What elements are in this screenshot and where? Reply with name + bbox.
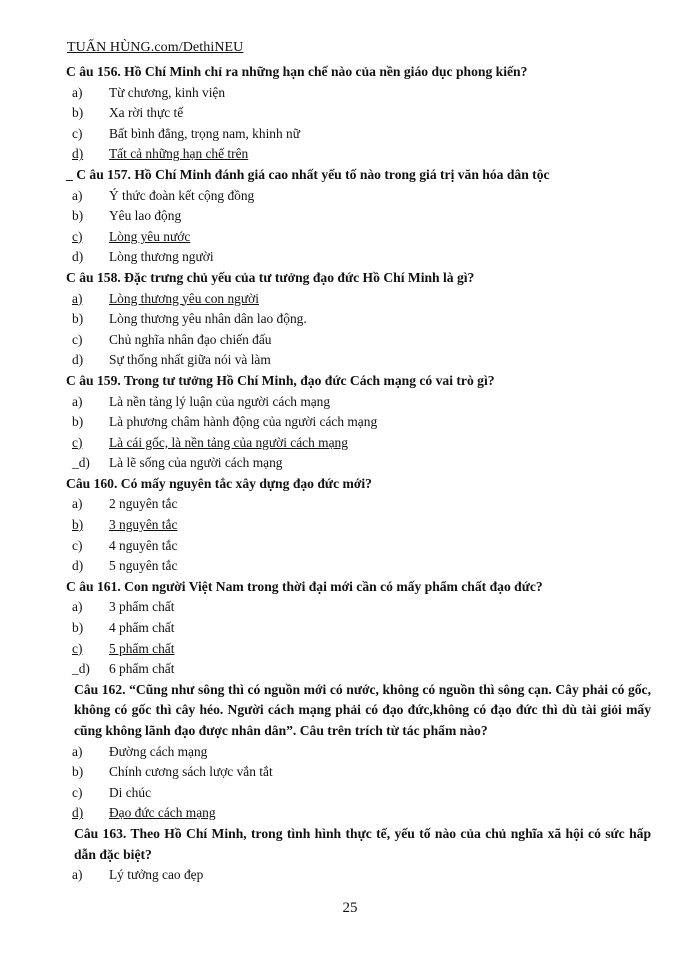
correct-answer-option — [66, 803, 651, 824]
question-block — [66, 62, 651, 165]
option-text: Sự thống nhất giữa nói và làm — [109, 352, 271, 368]
option-text: Chủ nghĩa nhân đạo chiến đấu — [109, 331, 272, 347]
option-text: Từ chương, kinh viện — [109, 84, 226, 100]
answer-option — [66, 186, 651, 207]
option-text: 4 nguyên tắc — [109, 537, 178, 553]
option-label: a) — [72, 393, 83, 409]
correct-answer-option — [66, 515, 651, 536]
question-title: Câu 162. “Cũng như sông thì có nguồn mới có nước, không có nguồn thì sông cạn. Cây phải có gốc, không có gốc thì cây héo. Người cách mạng phải có đạo đức,không có đạo đức thì dù tài giỏi mấy cũng không lãnh đạo được nhân dân”. Câu trên trích từ tác phẩm nào? — [74, 681, 651, 738]
answer-option — [66, 309, 651, 330]
option-label: a) — [72, 867, 83, 883]
answer-option — [66, 494, 651, 515]
question-title: C âu 158. Đặc trưng chủ yếu của tư tưởng đạo đức Hồ Chí Minh là gì? — [66, 269, 475, 285]
option-label: a) — [72, 599, 83, 615]
option-label: d) — [72, 558, 84, 574]
option-text: Là nền tảng lý luận của người cách mạng — [109, 393, 331, 409]
option-text: 3 nguyên tắc — [109, 517, 178, 533]
answer-option — [66, 618, 651, 639]
question-block — [66, 577, 651, 680]
option-label: b) — [72, 517, 84, 533]
option-text: Đường cách mạng — [109, 743, 208, 759]
option-label: d) — [72, 352, 84, 368]
option-label: d) — [72, 249, 84, 265]
option-text: Lòng thương yêu con người — [109, 290, 259, 306]
question-title: _ C âu 157. Hồ Chí Minh đánh giá cao nhất yếu tố nào trong giá trị văn hóa dân tộc — [66, 166, 550, 182]
option-text: Đạo đức cách mạng — [109, 805, 216, 821]
question-block — [66, 680, 651, 824]
answer-option — [66, 597, 651, 618]
question-title: C âu 156. Hồ Chí Minh chỉ ra những hạn chế nào của nền giáo dục phong kiến? — [66, 64, 528, 79]
option-label: c) — [72, 640, 83, 656]
answer-option — [66, 103, 651, 124]
question-list — [66, 62, 651, 886]
answer-option — [66, 392, 651, 413]
answer-option — [66, 536, 651, 557]
option-text: Ý thức đoàn kết cộng đồng — [109, 187, 255, 203]
option-text: 4 phẩm chất — [109, 620, 175, 636]
correct-answer-option — [66, 227, 651, 248]
page-header: TUẤN HÙNG.com/DethiNEU — [67, 40, 244, 55]
question-block — [66, 371, 651, 474]
question-title: C âu 161. Con người Việt Nam trong thời đại mới cần có mấy phẩm chất đạo đức? — [66, 578, 543, 594]
answer-option — [66, 742, 651, 763]
question-title: C âu 159. Trong tư tưởng Hồ Chí Minh, đạo đức Cách mạng có vai trò gì? — [66, 372, 495, 388]
option-text: Lý tưởng cao đẹp — [109, 867, 204, 883]
option-label: d) — [72, 805, 84, 821]
correct-answer-option — [66, 144, 651, 165]
option-text: Xa rời thực tế — [109, 105, 184, 121]
option-text: 6 phẩm chất — [109, 661, 175, 677]
option-label: b) — [72, 208, 84, 224]
option-label: c) — [72, 537, 83, 553]
answer-option — [66, 783, 651, 804]
option-label: d) — [72, 146, 84, 162]
option-label: a) — [72, 84, 83, 100]
answer-option — [66, 124, 651, 145]
answer-option — [66, 556, 651, 577]
option-text: 5 nguyên tắc — [109, 558, 178, 574]
question-block — [66, 474, 651, 577]
option-label: c) — [72, 125, 83, 141]
option-label: c) — [72, 331, 83, 347]
option-label: a) — [72, 187, 83, 203]
option-label: c) — [72, 784, 83, 800]
option-text: Yêu lao động — [109, 208, 182, 224]
answer-option — [66, 206, 651, 227]
option-text: Chính cương sách lược vắn tắt — [109, 764, 273, 780]
option-text: Là cái gốc, là nền tảng của người cách mạng — [109, 434, 348, 450]
option-text: Là phương châm hành động của người cách mạng — [109, 414, 378, 430]
option-text: Bất bình đẳng, trọng nam, khinh nữ — [109, 125, 300, 141]
option-text: 2 nguyên tắc — [109, 496, 178, 512]
option-text: Lòng thương người — [109, 249, 214, 265]
option-label: b) — [72, 414, 84, 430]
option-label: c) — [72, 434, 83, 450]
question-block — [66, 824, 651, 886]
option-text: Tất cả những hạn chế trên — [109, 146, 249, 162]
answer-option — [66, 659, 651, 680]
answer-option — [66, 247, 651, 268]
option-text: Là lẽ sống của người cách mạng — [109, 455, 283, 471]
answer-option — [66, 453, 651, 474]
correct-answer-option — [66, 289, 651, 310]
option-text: 3 phẩm chất — [109, 599, 175, 615]
page-number: 25 — [342, 900, 358, 916]
option-label: _d) — [72, 455, 90, 471]
answer-option — [66, 350, 651, 371]
option-label: a) — [72, 290, 83, 306]
question-title: Câu 160. Có mấy nguyên tắc xây dựng đạo đức mới? — [66, 475, 372, 491]
option-text: Di chúc — [109, 784, 152, 800]
option-label: b) — [72, 764, 84, 780]
option-label: b) — [72, 105, 84, 121]
option-text: Lòng yêu nước — [109, 228, 191, 244]
option-text: 5 phẩm chất — [109, 640, 175, 656]
correct-answer-option — [66, 639, 651, 660]
answer-option — [66, 412, 651, 433]
answer-option — [66, 762, 651, 783]
answer-option — [66, 330, 651, 351]
question-title: Câu 163. Theo Hồ Chí Minh, trong tình hình thực tế, yếu tố nào của chủ nghĩa xã hội có sức hấp dẫn đặc biệt? — [74, 825, 651, 862]
question-block — [66, 268, 651, 371]
option-label: a) — [72, 743, 83, 759]
answer-option — [66, 83, 651, 104]
option-label: b) — [72, 620, 84, 636]
question-block — [66, 165, 651, 268]
correct-answer-option — [66, 433, 651, 454]
option-label: a) — [72, 496, 83, 512]
option-label: c) — [72, 228, 83, 244]
answer-option — [66, 865, 651, 886]
option-text: Lòng thương yêu nhân dân lao động. — [109, 311, 307, 327]
option-label: b) — [72, 311, 84, 327]
option-label: _d) — [72, 661, 90, 677]
